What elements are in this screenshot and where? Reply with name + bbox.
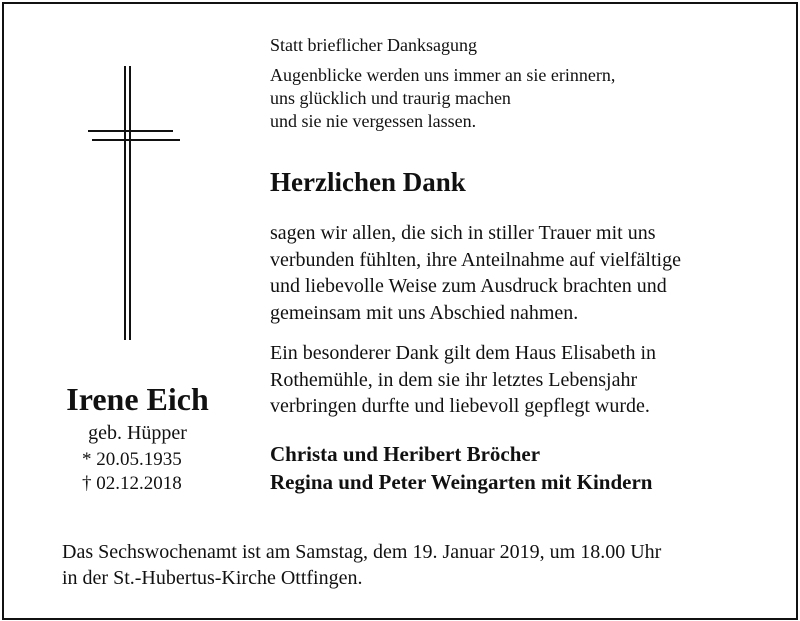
thanks-line: verbunden fühlten, ihre Anteilnahme auf vielfältige: [270, 248, 681, 271]
signers: [270, 440, 652, 496]
signer-line: Christa und Heribert Bröcher: [270, 442, 541, 466]
special-line: verbringen durfte und liebevoll gepflegt wurde.: [270, 395, 650, 417]
cross-icon: [88, 66, 180, 340]
thanks-line: und liebevolle Weise zum Ausdruck brachten und: [270, 275, 667, 297]
thanks-line: sagen wir allen, die sich in stiller Trauer mit uns: [270, 222, 656, 244]
quote-line: und sie nie vergessen lassen.: [270, 111, 477, 131]
signer-line: Regina und Peter Weingarten mit Kindern: [270, 470, 653, 494]
intro-text: Statt brieflicher Danksagung: [270, 35, 477, 55]
quote-line: uns glücklich und traurig machen: [270, 88, 511, 108]
birth-name: geb. Hüpper: [88, 422, 187, 444]
quote: [270, 64, 615, 133]
quote-line: Augenblicke werden uns immer an sie erinnern,: [270, 65, 616, 85]
birth-date: * 20.05.1935: [82, 449, 182, 470]
death-date: † 02.12.2018: [82, 473, 182, 494]
footer-line: Das Sechswochenamt ist am Samstag, dem 19. Januar 2019, um 18.00 Uhr: [62, 541, 662, 563]
footer-line: in der St.-Hubertus-Kirche Ottfingen.: [62, 567, 363, 589]
headline: Herzlichen Dank: [270, 167, 466, 197]
life-dates: [82, 448, 182, 496]
special-line: Ein besonderer Dank gilt dem Haus Elisabeth in: [270, 342, 657, 364]
thanks-paragraph: [270, 220, 681, 326]
deceased-name: Irene Eich: [66, 381, 209, 417]
footer-note: [62, 539, 661, 591]
special-thanks-paragraph: [270, 340, 656, 420]
special-line: Rothemühle, in dem sie ihr letztes Lebensjahr: [270, 368, 638, 391]
thanks-line: gemeinsam mit uns Abschied nahmen.: [270, 301, 579, 324]
